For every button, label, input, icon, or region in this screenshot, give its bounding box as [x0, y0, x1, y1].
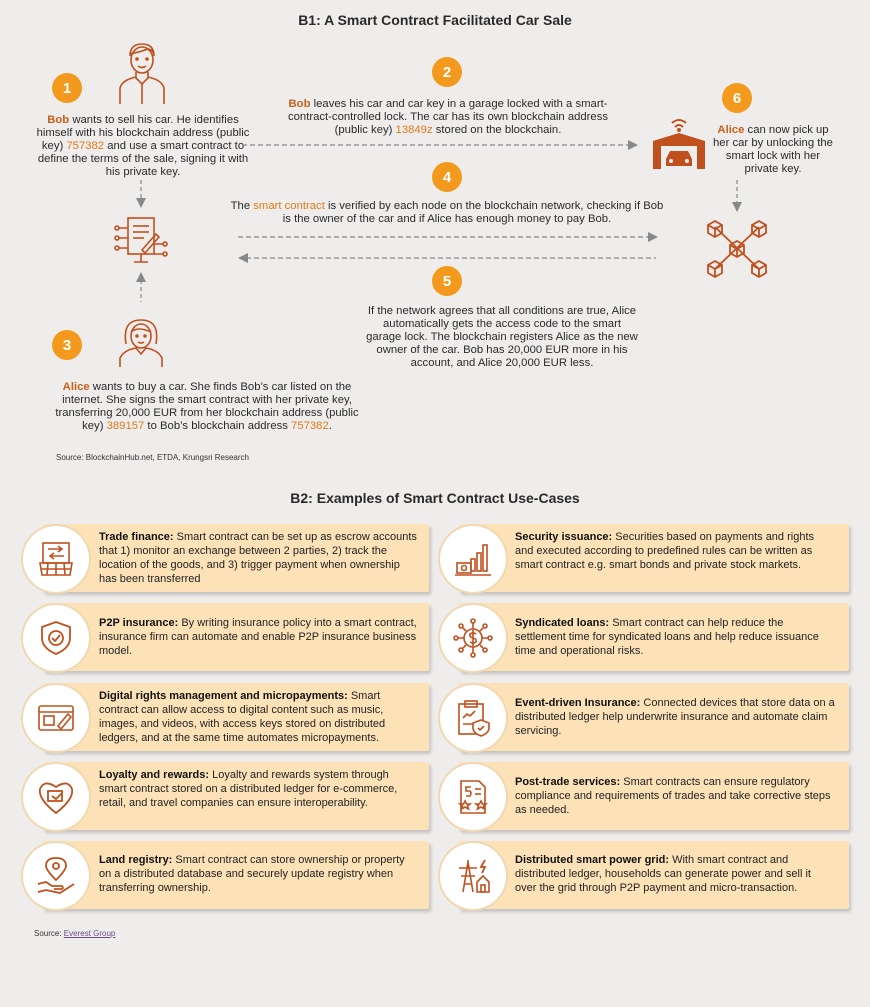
- trade-finance-icon: [23, 526, 89, 592]
- arrow-down-network: [730, 180, 744, 214]
- power-grid-icon: [440, 843, 506, 909]
- step-2-badge: 2: [432, 57, 462, 87]
- arrow-to-garage: [240, 138, 640, 152]
- step-3-text: Alice wants to buy a car. She finds Bob’s car listed on the internet. She signs the smart contract with her private key, transferring 20,000 EUR from her blockchain address (public key) 389157 to Bob’s blockchain address 757382.: [55, 381, 359, 432]
- usecase-card: Digital rights management and micropayments: Smart contract can allow access to digital content such as music, images, and videos, with access keys stored on distributed ledgers, and at the same time automates micropayments.: [43, 683, 429, 751]
- rating-document-icon: [440, 764, 506, 830]
- insurance-clipboard-icon: [440, 685, 506, 751]
- step-1-badge: 1: [52, 73, 82, 103]
- step-2-text: Bob leaves his car and car key in a garage locked with a smart-contract-controlled lock. The car has its own blockchain address (public key) 13849z stored on the blockchain.: [287, 98, 609, 136]
- land-registry-icon: [23, 843, 89, 909]
- usecase-card: Syndicated loans: Smart contract can help reduce the settlement time for syndicated loans and help reduce issuance time and operational risks.: [459, 603, 849, 671]
- step-3-badge: 3: [52, 330, 82, 360]
- usecase-card: Post-trade services: Smart contracts can ensure regulatory compliance and requirements of trades and take corrective steps as needed.: [459, 762, 849, 830]
- blockchain-network-icon: [703, 215, 771, 281]
- source-link-everest[interactable]: Everest Group: [63, 929, 116, 938]
- smart-contract-icon: [114, 214, 168, 268]
- step-4-badge: 4: [432, 162, 462, 192]
- b1-title: B1: A Smart Contract Facilitated Car Sale: [298, 12, 572, 28]
- step-5-badge: 5: [432, 266, 462, 296]
- securities-chart-icon: [440, 526, 506, 592]
- digital-content-icon: [23, 685, 89, 751]
- dollar-network-icon: [440, 605, 506, 671]
- alice-person-icon: [116, 316, 166, 368]
- step-1-text: Bob wants to sell his car. He identifies himself with his blockchain address (public key) 757382 and use a smart contract to define the terms of the sale, signing it with his private key.: [36, 114, 250, 178]
- b1-source: Source: BlockchainHub.net, ETDA, Krungsri Research: [56, 453, 249, 462]
- step-5-text: If the network agrees that all conditions are true, Alice automatically gets the access code to the smart garage lock. The blockchain registers Alice as the new owner of the car. Bob has 20,000 EUR more in his account, and Alice 20,000 EUR less.: [366, 305, 638, 369]
- arrow-to-network: [236, 230, 660, 244]
- b2-title: B2: Examples of Smart Contract Use-Cases: [290, 490, 580, 506]
- step-4-text: The smart contract is verified by each node on the blockchain network, checking if Bob is the owner of the car and if Alice has enough money to pay Bob.: [230, 200, 664, 225]
- arrow-from-network: [236, 251, 660, 265]
- usecase-card: Security issuance: Securities based on payments and rights and executed according to predefined rules can be written as smart contract e.g. smart bonds and private stock markets.: [459, 524, 849, 592]
- step-1-name: Bob: [47, 114, 70, 126]
- loyalty-heart-icon: [23, 764, 89, 830]
- usecase-card: Distributed smart power grid: With smart contract and distributed ledger, households can generate power and sell it over the grid through P2P payment and micro-transaction.: [459, 841, 849, 909]
- usecase-card: Loyalty and rewards: Loyalty and rewards system through smart contract stored on a distributed ledger for e-commerce, retail, and travel companies can ensure interoperability.: [43, 762, 429, 830]
- usecase-card: Event-driven Insurance: Connected devices that store data on a distributed ledger help underwrite insurance and automate claim servicing.: [459, 683, 849, 751]
- usecase-card: Land registry: Smart contract can store ownership or property on a distributed database and securely update registry when transferring ownership.: [43, 841, 429, 909]
- b2-source: Source: Everest Group: [34, 929, 116, 938]
- arrow-down-contract: [134, 180, 148, 210]
- bob-person-icon: [116, 40, 168, 106]
- usecase-card: Trade finance: Smart contract can be set up as escrow accounts that 1) monitor an exchange between 2 parties, 2) track the location of the goods, and 3) trigger payment when ownership has been transferred: [43, 524, 429, 592]
- shield-check-icon: [23, 605, 89, 671]
- usecase-card: P2P insurance: By writing insurance policy into a smart contract, insurance firm can automate and enable P2P insurance business model.: [43, 603, 429, 671]
- step-6-text: Alice can now pick up her car by unlocking the smart lock with her private key.: [713, 124, 833, 175]
- arrow-up-contract: [134, 272, 148, 302]
- smart-garage-icon: [650, 113, 708, 171]
- step-6-badge: 6: [722, 83, 752, 113]
